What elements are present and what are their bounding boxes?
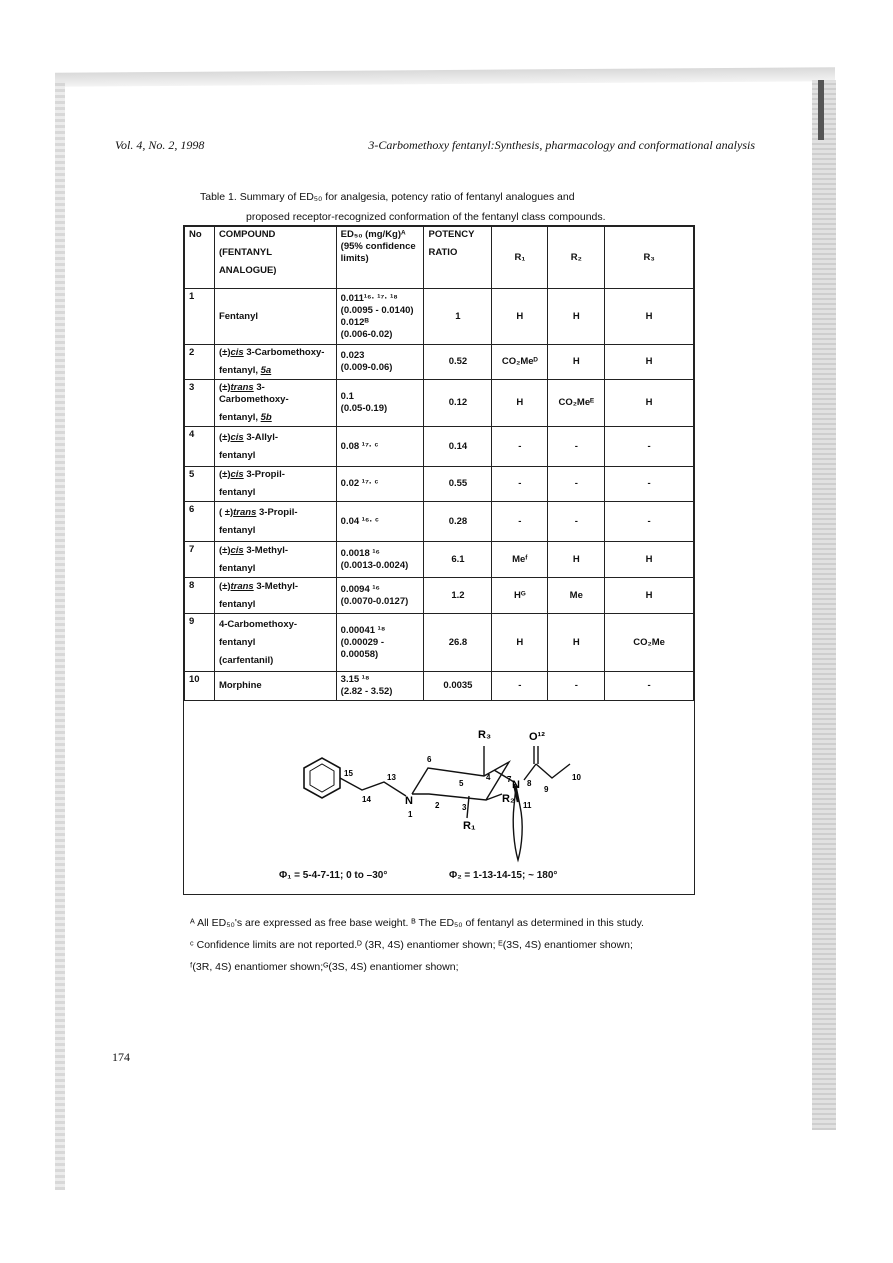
cell-no [185,542,215,578]
compound-line [219,311,332,323]
compound-prefix: (±) [218,431,231,443]
header-r3: R₃ [605,227,694,289]
r1-value: H [516,397,524,408]
phi2-text: Φ₂ = 1-13-14-15; ~ 180° [449,870,558,881]
compound-line [219,637,332,649]
scan-edge-left [55,80,65,1190]
header-compound-line: COMPOUND [218,229,276,240]
header-ed50 [336,227,424,289]
label-7: 7 [507,775,512,784]
cell-no [185,467,215,502]
compound-line [219,450,332,462]
r3-value: - [647,440,651,452]
table-row [185,542,694,578]
compound-prefix: (±) [218,469,231,480]
label-2: 2 [435,801,440,810]
cell-compound [214,467,336,502]
phi1-text: Φ₁ = 5-4-7-11; 0 to –30° [279,870,388,881]
compound-name: 3-Carbomethoxy- [243,347,325,358]
ed50-line: 0.023 [340,350,365,361]
cell-r1 [492,380,548,427]
cell-r1 [492,502,548,542]
label-14: 14 [362,795,371,804]
cell-r3 [605,467,694,502]
row-number: 2 [189,347,195,358]
label-6: 6 [427,755,432,764]
label-8: 8 [527,779,532,788]
cell-r3 [605,289,694,345]
cell-ed50 [336,578,424,614]
r1-value: - [518,478,522,489]
cell-potency [424,672,492,701]
ed50-line: 0.012ᴮ [340,316,369,328]
ed50-line: (0.0070-0.0127) [340,595,409,607]
table-row [185,345,694,380]
cell-r3 [605,614,694,672]
label-15: 15 [344,769,353,778]
r3-value: - [647,680,651,691]
cell-no [185,289,215,345]
compound-line [219,382,332,406]
compound-name: 3-Allyl- [243,431,279,443]
compound-stereo: trans [230,382,254,393]
potency-value: 1 [455,310,461,322]
header-potency-line: RATIO [428,247,458,258]
header-compound-line: ANALOGUE) [218,265,277,276]
compound-name-2: fentanyl, [218,412,261,423]
scan-edge-right [812,80,836,1130]
cell-r3 [605,380,694,427]
cell-compound [214,542,336,578]
r1-value: CO₂Meᴰ [501,356,538,367]
cell-ed50 [336,289,424,345]
caption-line-1: Table 1. Summary of ED₅₀ for analgesia, potency ratio of fentanyl analogues and [200,191,575,203]
r3-value: H [645,553,653,565]
compound-line [219,563,332,575]
cell-potency [424,578,492,614]
cell-r2 [548,672,605,701]
header-r1: R₁ [492,227,548,289]
cell-r2 [548,289,605,345]
compound-name: 4-Carbomethoxy- [218,618,298,630]
cell-r1 [492,578,548,614]
label-o12: O¹² [529,731,545,743]
label-r3: R₃ [478,729,492,741]
compound-name-2: fentanyl [218,636,256,648]
cell-r3 [605,578,694,614]
r1-value: - [518,680,522,691]
ed50-line: (0.05-0.19) [340,403,388,414]
potency-value: 1.2 [451,589,465,601]
cell-r3 [605,427,694,467]
compound-prefix: (±) [218,347,231,358]
cell-compound [214,380,336,427]
cell-r2 [548,542,605,578]
table-row [185,578,694,614]
header-compound-line: (FENTANYL [218,247,273,258]
potency-value: 26.8 [448,636,468,648]
label-11: 11 [523,801,532,810]
article-title: 3-Carbomethoxy fentanyl:Synthesis, pharmacology and conformational analysis [368,138,755,152]
compound-stereo: cis [230,347,244,358]
cell-compound [214,345,336,380]
r2-value: H [572,636,580,648]
page-number: 174 [112,1050,130,1064]
compound-name: Morphine [218,680,262,691]
potency-value: 6.1 [451,553,465,565]
table-row [185,380,694,427]
cell-no [185,380,215,427]
r2-value: Me [569,589,583,601]
cell-ed50 [336,502,424,542]
label-3: 3 [462,803,467,812]
compound-name: 3-Methyl- [243,544,289,556]
r2-value: - [574,478,578,489]
scan-shadow [818,80,824,140]
cell-compound [214,289,336,345]
cell-potency [424,542,492,578]
compound-line [219,680,332,692]
cell-compound [214,502,336,542]
header-no: No [185,227,215,289]
cell-r2 [548,578,605,614]
r1-value: Hᴳ [514,589,526,601]
r2-value: - [574,515,578,527]
table-row [185,502,694,542]
ethyl-group [536,764,570,778]
cell-r1 [492,427,548,467]
cell-r1 [492,467,548,502]
table-row [185,427,694,467]
r1-value: Meᶠ [512,553,528,565]
compound-line [219,487,332,499]
row-number: 5 [189,469,195,480]
cell-potency [424,614,492,672]
label-10: 10 [572,773,581,782]
compound-stereo: trans [233,506,257,518]
cell-ed50 [336,345,424,380]
cell-r1 [492,542,548,578]
cell-potency [424,380,492,427]
cell-r3 [605,502,694,542]
label-r1: R₁ [463,820,476,832]
compound-name-2: fentanyl [218,524,256,536]
compound-stereo: cis [230,431,244,443]
ed50-line: (0.00029 - 0.00058) [340,636,384,660]
compound-name: 3-Methyl- [253,580,299,592]
cell-ed50 [336,380,424,427]
cell-no [185,614,215,672]
table-row [185,614,694,672]
cell-ed50 [336,542,424,578]
cell-r2 [548,427,605,467]
cell-potency [424,467,492,502]
cell-r2 [548,467,605,502]
cell-ed50 [336,614,424,672]
cell-r2 [548,380,605,427]
header-compound [214,227,336,289]
data-table [184,226,694,701]
header-potency [424,227,492,289]
ed50-line: 0.08 ¹⁷· ᶜ [340,440,379,452]
table-row [185,289,694,345]
ed50-line: (0.0095 - 0.0140) [340,304,414,316]
header-ed50-line: limits) [340,253,369,264]
ed50-line: 0.04 ¹⁶· ᶜ [340,515,379,527]
journal-issue: Vol. 4, No. 2, 1998 [115,138,205,152]
r3-value: H [645,356,653,367]
compound-line [219,525,332,537]
compound-line [219,599,332,611]
ed50-line: 0.02 ¹⁷· ᶜ [340,478,379,489]
r3-value: - [647,515,651,527]
cell-potency [424,345,492,380]
compound-prefix: (±) [218,382,231,393]
header-row [185,227,694,289]
row-number: 7 [189,544,195,555]
header-ed50-line: ED₅₀ (mg/Kg)ᴬ [340,229,406,240]
cell-r2 [548,614,605,672]
ed50-line: (0.0013-0.0024) [340,559,409,571]
cell-potency [424,502,492,542]
amide-bond [524,764,536,780]
cell-ed50 [336,427,424,467]
cell-compound [214,427,336,467]
ed50-line: 0.1 [340,391,354,402]
ed50-line: 0.00041 ¹⁸ [340,624,386,636]
compound-ref: 5b [260,412,272,423]
cell-no [185,345,215,380]
cell-r3 [605,542,694,578]
label-1: 1 [408,810,413,819]
table-frame [183,225,695,895]
potency-value: 0.14 [448,440,468,452]
cell-r1 [492,289,548,345]
label-n-piperidine: N [405,795,413,807]
r3-value: H [645,310,653,322]
ed50-line: 0.0018 ¹⁶ [340,547,380,559]
cell-r3 [605,345,694,380]
label-9: 9 [544,785,549,794]
compound-line [219,365,332,377]
cell-r1 [492,614,548,672]
compound-name-2: fentanyl [218,449,256,461]
footnote-line: ᴬ All ED₅₀'s are expressed as free base weight. ᴮ The ED₅₀ of fentanyl as determined in this study. [190,917,644,929]
cell-potency [424,427,492,467]
label-4: 4 [486,773,491,782]
row-number: 9 [189,616,195,627]
cell-compound [214,578,336,614]
fentanyl-structure-diagram [184,724,694,894]
footnote-line: ᶜ Confidence limits are not reported.ᴰ (3R, 4S) enantiomer shown; ᴱ(3S, 4S) enantiomer shown; [190,939,633,951]
compound-name-2: fentanyl [218,487,256,498]
compound-prefix: (±) [218,544,231,556]
compound-line [219,432,332,444]
compound-name-2: fentanyl, [218,365,261,376]
r2-value: - [574,680,578,691]
cell-r2 [548,345,605,380]
r3-value: - [647,478,651,489]
scan-edge-top [55,67,835,86]
compound-name: Fentanyl [218,310,258,322]
r3-value: CO₂Me [633,636,665,648]
ethyl-chain [340,778,406,796]
r1-value: H [516,636,524,648]
r2-value: CO₂Meᴱ [558,397,595,408]
row-number: 10 [189,674,200,685]
ed50-line: (0.009-0.06) [340,362,393,373]
structure-figure [184,724,694,894]
r2-value: H [572,553,580,565]
compound-ref: 5a [260,365,272,376]
compound-stereo: trans [230,580,254,592]
cell-no [185,427,215,467]
r2-value: H [572,356,580,367]
footnote-line: ᶠ(3R, 4S) enantiomer shown;ᴳ(3S, 4S) enantiomer shown; [190,961,459,973]
cell-compound [214,672,336,701]
potency-value: 0.0035 [443,680,473,691]
label-n-amide: N [512,779,520,791]
compound-line [219,581,332,593]
r1-value: H [516,310,524,322]
cell-r1 [492,345,548,380]
table-row [185,467,694,502]
potency-value: 0.55 [448,478,468,489]
torsion-angles [279,870,619,881]
compound-name: 3-Carbomethoxy- [218,382,289,405]
compound-line [219,347,332,359]
label-5: 5 [459,779,464,788]
label-r2: R₂ [502,793,515,805]
cell-no [185,672,215,701]
potency-value: 0.28 [448,515,468,527]
compound-prefix: (±) [218,580,231,592]
row-number: 8 [189,580,195,591]
r3-value: H [645,397,653,408]
potency-value: 0.12 [448,397,468,408]
cell-r2 [548,502,605,542]
cell-compound [214,614,336,672]
caption-line-2: proposed receptor-recognized conformation of the fentanyl class compounds. [246,211,606,223]
footnotes [190,912,750,978]
r1-value: - [518,515,522,527]
header-ed50-line: (95% confidence [340,241,416,252]
ed50-line: 0.0094 ¹⁶ [340,583,380,595]
compound-name-2: fentanyl [218,598,256,610]
row-number: 3 [189,382,195,393]
row-number: 6 [189,504,195,515]
cell-no [185,578,215,614]
ed50-line: 3.15 ¹⁸ [340,674,370,685]
cell-no [185,502,215,542]
cell-r1 [492,672,548,701]
compound-stereo: cis [230,544,244,556]
r2-value: - [574,440,578,452]
phenyl-ring-inner [310,764,334,792]
r1-value: - [518,440,522,452]
ed50-line: (0.006-0.02) [340,328,393,340]
label-13: 13 [387,773,396,782]
row-number: 4 [189,429,195,440]
row-number: 1 [189,291,195,302]
ed50-line: (2.82 - 3.52) [340,686,393,697]
cell-potency [424,289,492,345]
compound-line [219,507,332,519]
table-caption [200,187,700,227]
compound-line [219,469,332,481]
compound-line [219,619,332,631]
cell-ed50 [336,467,424,502]
compound-prefix: ( ±) [218,506,234,518]
compound-line [219,545,332,557]
compound-name-2: fentanyl [218,562,256,574]
compound-line [219,655,332,667]
header-r2: R₂ [548,227,605,289]
table-row [185,672,694,701]
potency-value: 0.52 [448,356,468,367]
r2-value: H [572,310,580,322]
ed50-line: 0.011¹⁶· ¹⁷· ¹⁸ [340,292,398,304]
compound-line [219,412,332,424]
cell-ed50 [336,672,424,701]
r1-bond [467,796,469,818]
compound-name: 3-Propil- [256,506,298,518]
compound-name-3: (carfentanil) [218,654,274,666]
compound-name: 3-Propil- [243,469,285,480]
r3-value: H [645,589,653,601]
compound-stereo: cis [230,469,244,480]
header-potency-line: POTENCY [428,229,475,240]
cell-r3 [605,672,694,701]
